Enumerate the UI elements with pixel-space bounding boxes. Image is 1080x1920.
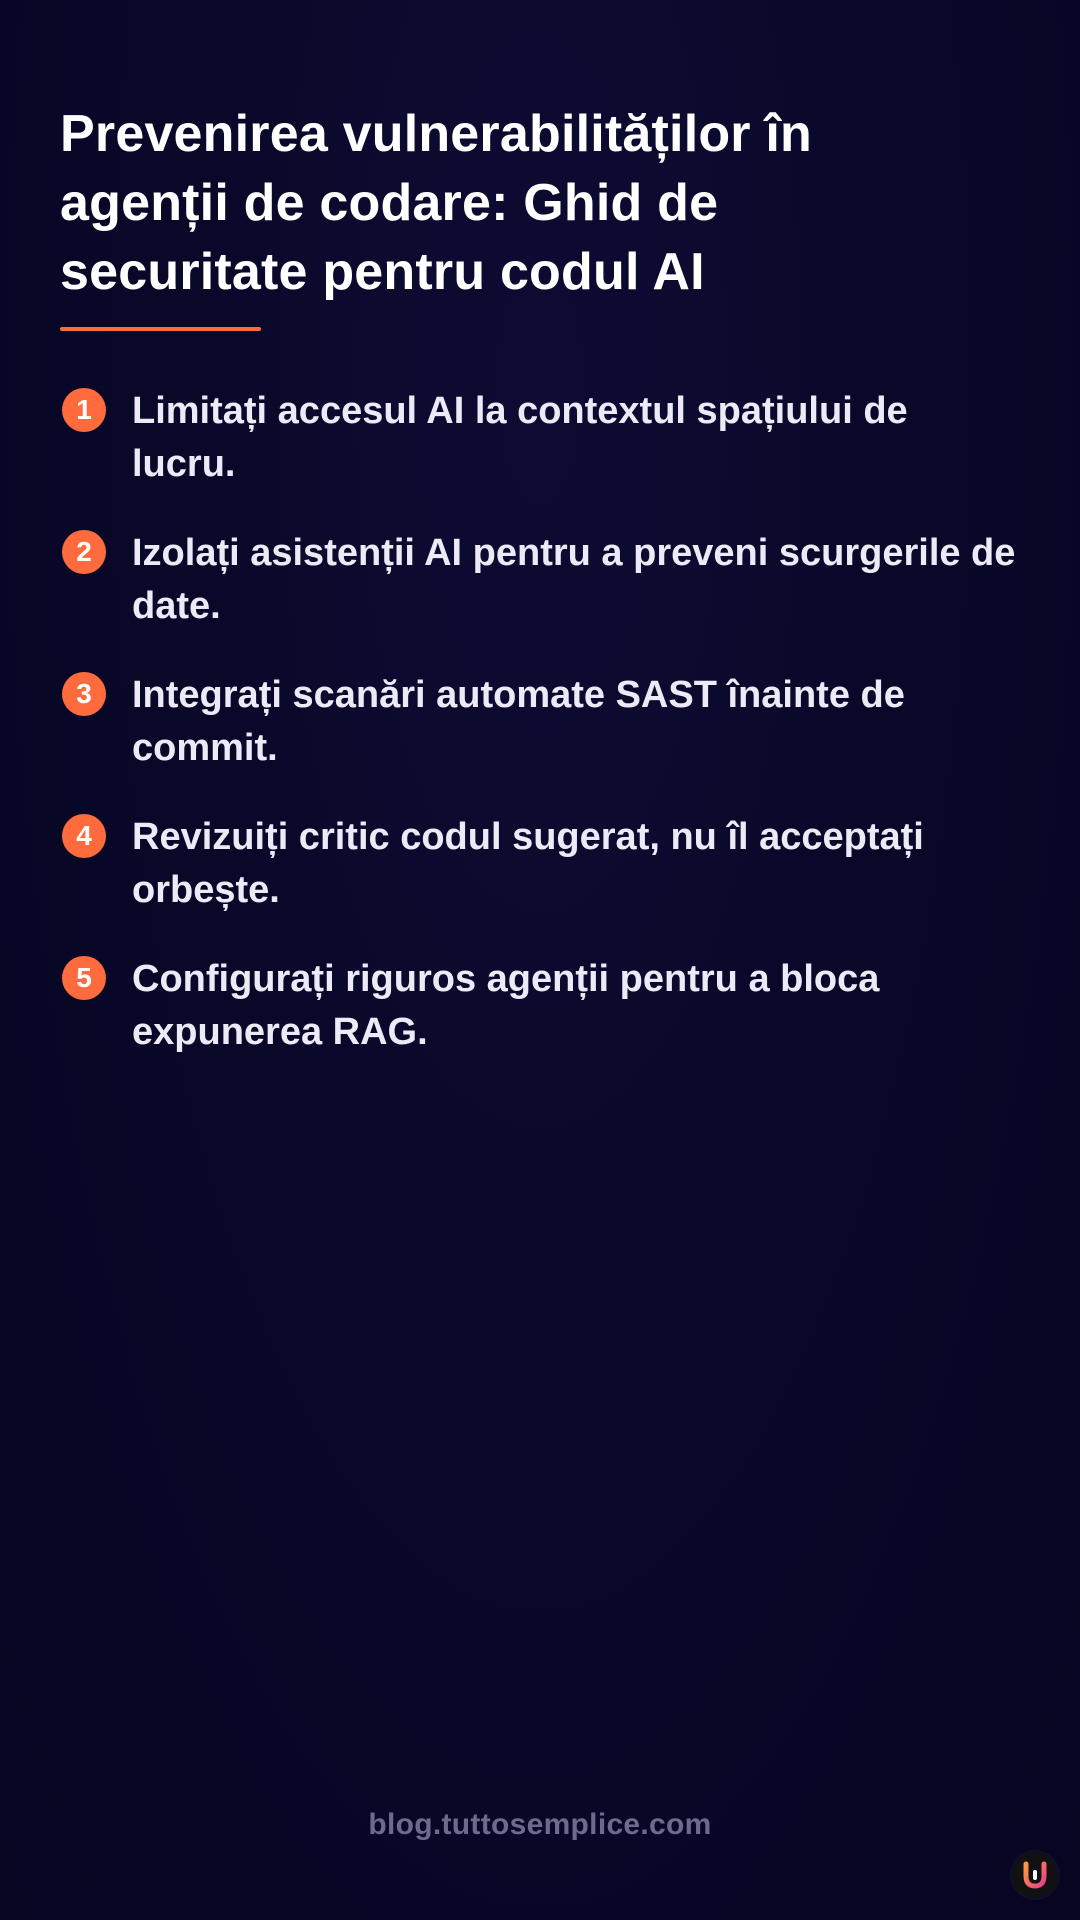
step-number-badge: 5	[62, 956, 106, 1000]
page-title: Prevenirea vulnerabilităților în agenții de codare: Ghid de securitate pentru codul AI	[60, 105, 812, 301]
step-text: Configurați riguros agenții pentru a bloca expunerea RAG.	[132, 958, 880, 1053]
step-item-3	[60, 669, 1020, 775]
step-number-badge: 2	[62, 530, 106, 574]
step-number-badge: 4	[62, 814, 106, 858]
step-item-1	[60, 385, 1020, 491]
step-item-2	[60, 527, 1020, 633]
footer-url: blog.tuttosemplice.com	[368, 1808, 712, 1841]
step-text: Integrați scanări automate SAST înainte de commit.	[132, 674, 905, 769]
step-text: Izolați asistenții AI pentru a preveni scurgerile de date.	[132, 532, 1016, 627]
title-underline	[60, 327, 261, 331]
step-text: Revizuiți critic codul sugerat, nu îl acceptați orbește.	[132, 816, 924, 911]
u-shaped-brand-icon	[1012, 1852, 1058, 1898]
step-item-4	[60, 811, 1020, 917]
steps-list	[60, 385, 1020, 1095]
step-item-5	[60, 953, 1020, 1059]
step-text: Limitați accesul AI la contextul spațiului de lucru.	[132, 390, 908, 485]
step-number-badge: 1	[62, 388, 106, 432]
step-number-badge: 3	[62, 672, 106, 716]
